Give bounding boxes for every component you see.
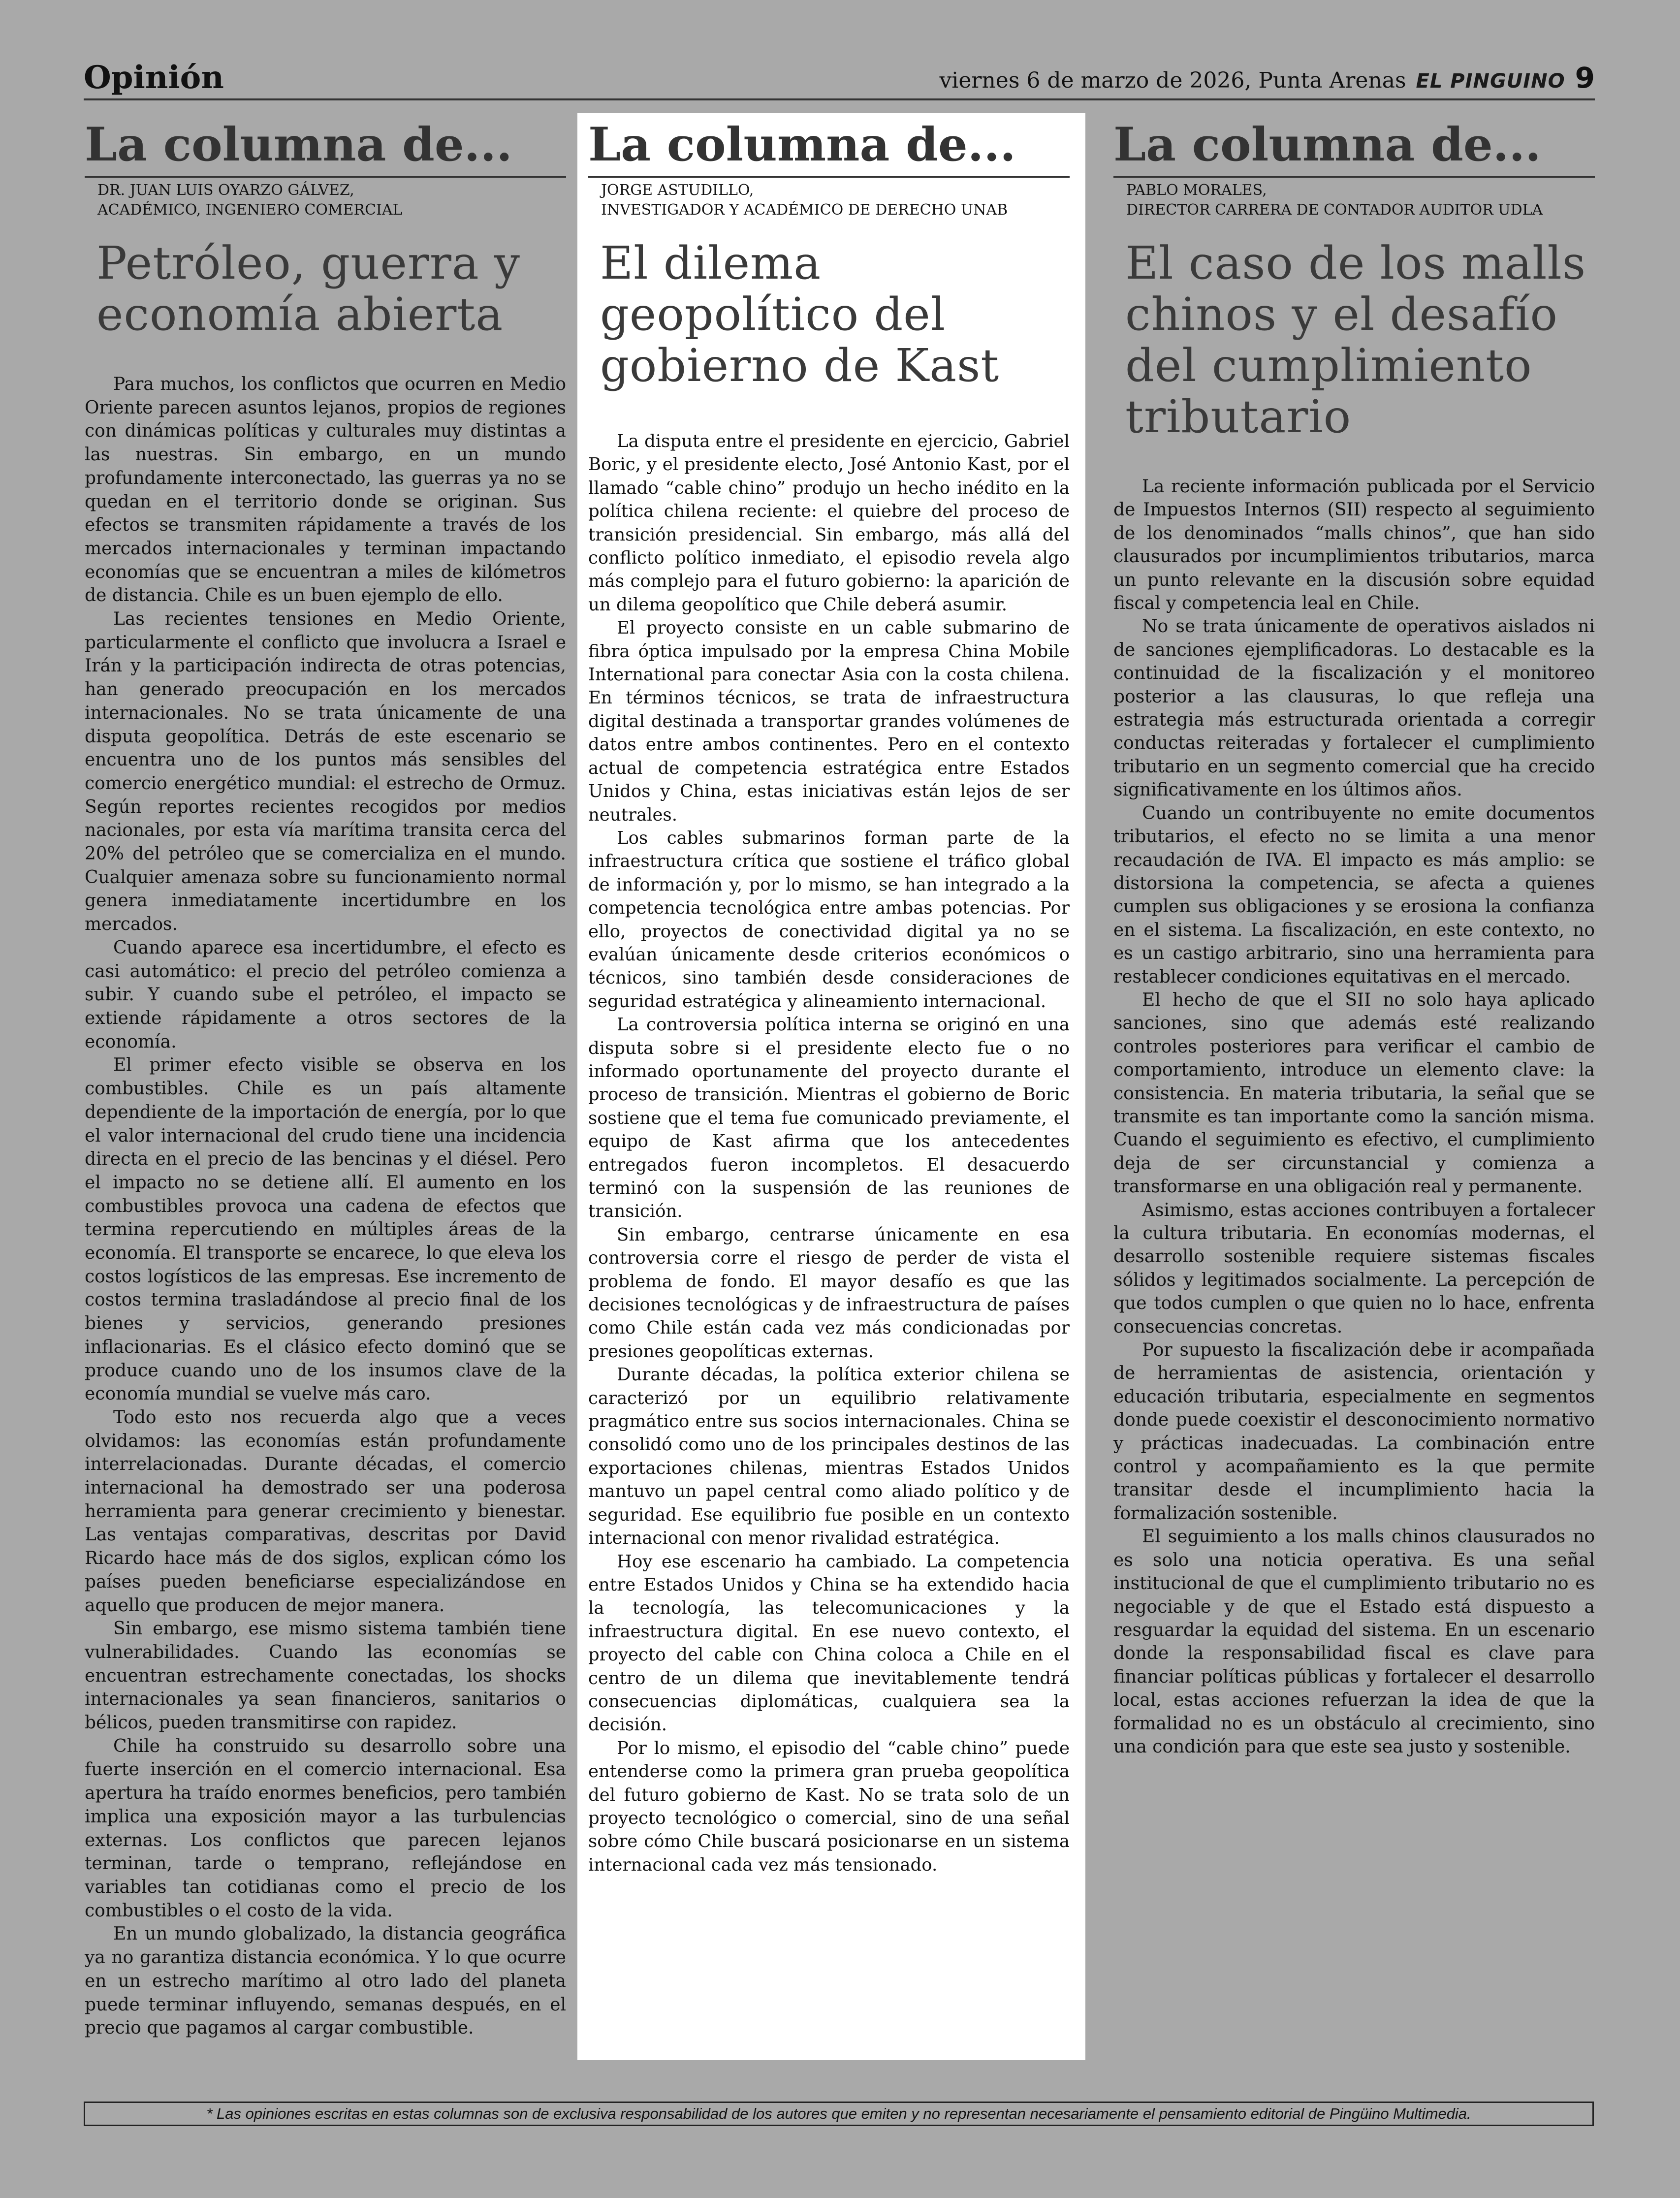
page-header <box>84 58 1595 100</box>
paragraph: No se trata únicamente de operativos aislados ni de sanciones ejemplificadoras. Lo destacable es la continuidad de la fiscalización y el monitoreo posterior a las clausuras, lo que refleja una estrategia más estructurada orientada a corregir conductas reiteradas y fortalecer el cumplimiento tributario en un segmento comercial que ha crecido significativamente en los últimos años. <box>1113 616 1595 800</box>
column-author <box>97 181 566 220</box>
paragraph: La controversia política interna se originó en una disputa sobre si el presidente electo fue o no informado oportunamente del proyecto durante el proceso de transición. Mientras el gobierno de Boric sostiene que el tema fue comunicado previamente, el equipo de Kast afirma que los antecedentes entregados fueron incompletos. El desacuerdo terminó con la suspensión de las reuniones de transición. <box>588 1015 1070 1222</box>
paragraph: Durante décadas, la política exterior chilena se caracterizó por un equilibrio relativamente pragmático entre sus socios internacionales. China se consolidó como uno de los principales destinos de las exportaciones chilenas, mientras Estados Unidos mantuvo un papel central como aliado político y de seguridad. Ese equilibrio fue posible en un contexto internacional con menor rivalidad estratégica. <box>588 1365 1070 1549</box>
column-headline: El dilema geopolítico del gobierno de Kast <box>600 237 1000 392</box>
paragraph: Chile ha construido su desarrollo sobre una fuerte inserción en el comercio internacional. Esa apertura ha traído enormes beneficios, pero también implica una exposición mayor a las turbulencias externas. Los conflictos que parecen lejanos terminan, tarde o temprano, reflejándose en variables tan cotidianas como el precio de los combustibles o el costo de la vida. <box>85 1736 566 1921</box>
paragraph: Las recientes tensiones en Medio Oriente, particularmente el conflicto que involucra a Israel e Irán y la participación indirecta de otras potencias, han generado preocupación en los mercados internacionales. No se trata únicamente de una disputa geopolítica. Detrás de este escenario se encuentra uno de los puntos más sensibles del comercio energético mundial: el estrecho de Ormuz. Según reportes recientes recogidos por medios nacionales, por esta vía marítima transita cerca del 20% del petróleo que se comercializa en el mundo. Cualquier amenaza sobre su funcionamiento normal genera inmediatamente incertidumbre en los mercados. <box>85 609 566 935</box>
paragraph: Por supuesto la fiscalización debe ir acompañada de herramientas de asistencia, orientación y educación tributaria, especialmente en segmentos donde puede coexistir el desconocimiento normativo y prácticas inadecuadas. La combinación entre control y acompañamiento es la que permite transitar desde el incumplimiento hacia la formalización sostenible. <box>1113 1340 1595 1524</box>
paragraph: Sin embargo, centrarse únicamente en esa controversia corre el riesgo de perder de vista el problema de fondo. El mayor desafío es que las decisiones tecnológicas y de infraestructura de países como Chile están cada vez más condicionadas por presiones geopolíticas externas. <box>588 1224 1070 1362</box>
header-meta <box>939 63 1595 96</box>
section-title: Opinión <box>84 59 224 96</box>
paragraph: La disputa entre el presidente en ejercicio, Gabriel Boric, y el presidente electo, José Antonio Kast, por el llamado “cable chino” produjo un hecho inédito en la política chilena reciente: el quiebre del proceso de transición presidencial. Sin embargo, más allá del conflicto político inmediato, el episodio revela algo más complejo para el futuro gobierno: la aparición de un dilema geopolítico que Chile deberá asumir. <box>588 431 1070 615</box>
author-title: INVESTIGADOR Y ACADÉMICO DE DERECHO UNAB <box>601 201 1008 219</box>
paragraph: Asimismo, estas acciones contribuyen a fortalecer la cultura tributaria. En economías modernas, el desarrollo sostenible requiere sistemas fiscales sólidos y legitimados socialmente. La percepción de que todos cumplen o que quien no lo hace, enfrenta consecuencias concretas. <box>1113 1200 1595 1337</box>
newspaper-logo: EL PINGUINO <box>1416 70 1565 93</box>
paragraph: El hecho de que el SII no solo haya aplicado sanciones, sino que además esté realizando controles posteriores para verificar el cambio de comportamiento, introduce un elemento clave: la consistencia. En materia tributaria, la señal que se transmite es tan importante como la sanción misma. Cuando el seguimiento es efectivo, el cumplimiento deja de ser circunstancial y comienza a transformarse en una obligación real y permanente. <box>1113 989 1595 1197</box>
column-kicker: La columna de... <box>85 116 566 178</box>
page-number: 9 <box>1575 61 1595 95</box>
author-title: ACADÉMICO, INGENIERO COMERCIAL <box>97 201 403 219</box>
paragraph: El proyecto consiste en un cable submarino de fibra óptica impulsado por la empresa China Mobile International para conectar Asia con la costa chilena. En términos técnicos, se trata de infraestructura digital destinada a transportar grandes volúmenes de datos entre ambos continentes. Pero en el contexto actual de competencia estratégica entre Estados Unidos y China, estas iniciativas están lejos de ser neutrales. <box>588 618 1070 825</box>
disclaimer: * Las opiniones escritas en estas columnas son de exclusiva responsabilidad de los autores que emiten y no representan necesariamente el pensamiento editorial de Pingüino Multimedia. <box>84 2102 1594 2126</box>
paragraph: Sin embargo, ese mismo sistema también tiene vulnerabilidades. Cuando las economías se encuentran estrechamente conectadas, los shocks internacionales ya sean financieros, sanitarios o bélicos, pueden transmitirse con rapidez. <box>85 1619 566 1733</box>
column-body <box>1113 475 1595 1758</box>
paragraph: El seguimiento a los malls chinos clausurados no es solo una noticia operativa. Es una señal institucional de que el cumplimiento tributario no es negociable y de que el Estado está dispuesto a resguardar la equidad del sistema. En un escenario donde la responsabilidad fiscal es clave para financiar políticas públicas y fortalecer el desarrollo local, estas acciones refuerzan la idea de que la formalidad no es un obstáculo al crecimiento, sino una condición para que este sea justo y sostenible. <box>1113 1527 1595 1757</box>
column-3 <box>1113 116 1595 1758</box>
author-title: DIRECTOR CARRERA DE CONTADOR AUDITOR UDLA <box>1126 201 1543 219</box>
column-author <box>1126 181 1595 220</box>
column-headline: Petróleo, guerra y economía abierta <box>96 237 520 341</box>
column-kicker: La columna de... <box>1113 116 1595 178</box>
paragraph: Los cables submarinos forman parte de la infraestructura crítica que sostiene el tráfico global de información y, por lo mismo, se han integrado a la competencia tecnológica entre ambas potencias. Por ello, proyectos de conectividad digital ya no se evalúan únicamente desde criterios económicos o técnicos, sino también desde consideraciones de seguridad estratégica y alineamiento internacional. <box>588 828 1070 1012</box>
paragraph: En un mundo globalizado, la distancia geográfica ya no garantiza distancia económica. Y lo que ocurre en un estrecho marítimo al otro lado del planeta puede terminar influyendo, semanas después, en el precio que pagamos al cargar combustible. <box>85 1924 566 2039</box>
paragraph: Por lo mismo, el episodio del “cable chino” puede entenderse como la primera gran prueba geopolítica del futuro gobierno de Kast. No se trata solo de un proyecto tecnológico o comercial, sino de una señal sobre cómo Chile buscará posicionarse en un sistema internacional cada vez más tensionado. <box>588 1738 1070 1875</box>
column-1 <box>85 116 566 2040</box>
author-name: PABLO MORALES, <box>1126 182 1267 199</box>
column-headline: El caso de los malls chinos y el desafío del cumplimiento tributario <box>1125 237 1586 443</box>
column-author <box>601 181 1070 220</box>
column-body <box>85 373 566 2040</box>
column-kicker: La columna de... <box>588 116 1070 178</box>
paragraph: Cuando un contribuyente no emite documentos tributarios, el efecto no se limita a una menor recaudación de IVA. El impacto es más amplio: se distorsiona la competencia, se afecta a quienes cumplen sus obligaciones y se erosiona la confianza en el sistema. La fiscalización, en este contexto, no es un castigo arbitrario, sino una herramienta para restablecer condiciones equitativas en el mercado. <box>1113 803 1595 987</box>
paragraph: El primer efecto visible se observa en los combustibles. Chile es un país altamente dependiente de la importación de energía, por lo que el valor internacional del crudo tiene una incidencia directa en el precio de las bencinas y el diésel. Pero el impacto no se detiene allí. El aumento en los combustibles provoca una cadena de efectos que termina repercutiendo en múltiples áreas de la economía. El transporte se encarece, lo que eleva los costos logísticos de las empresas. Ese incremento de costos termina trasladándose al precio final de los bienes y servicios, generando presiones inflacionarias. Es el clásico efecto dominó que se produce cuando uno de los insumos clave de la economía mundial se vuelve más caro. <box>85 1055 566 1404</box>
author-name: JORGE ASTUDILLO, <box>601 182 754 199</box>
paragraph: Todo esto nos recuerda algo que a veces olvidamos: las economías están profundamente interrelacionadas. Durante décadas, el comercio internacional ha demostrado ser una poderosa herramienta para generar crecimiento y bienestar. Las ventajas comparativas, descritas por David Ricardo hace más de dos siglos, explican cómo los países pueden beneficiarse especializándose en aquello que producen de mejor manera. <box>85 1407 566 1616</box>
paragraph: Para muchos, los conflictos que ocurren en Medio Oriente parecen asuntos lejanos, propios de regiones con dinámicas políticas y culturales muy distintas a las nuestras. Sin embargo, en un mundo profundamente interconectado, las guerras ya no se quedan en el territorio donde se originan. Sus efectos se transmiten rápidamente a través de los mercados internacionales y terminan impactando economías que se encuentran a miles de kilómetros de distancia. Chile es un buen ejemplo de ello. <box>85 374 566 606</box>
paragraph: Cuando aparece esa incertidumbre, el efecto es casi automático: el precio del petróleo comienza a subir. Y cuando sube el petróleo, el impacto se extiende rápidamente a otros sectores de la economía. <box>85 937 566 1052</box>
column-body <box>588 430 1070 1877</box>
paragraph: Hoy ese escenario ha cambiado. La competencia entre Estados Unidos y China se ha extendido hacia la tecnología, las telecomunicaciones y la infraestructura digital. En ese nuevo contexto, el proyecto del cable con China coloca a Chile en el centro de un dilema que inevitablemente tendrá consecuencias diplomáticas, cualquiera sea la decisión. <box>588 1551 1070 1735</box>
author-name: DR. JUAN LUIS OYARZO GÁLVEZ, <box>97 182 354 199</box>
date-place: viernes 6 de marzo de 2026, Punta Arenas <box>939 68 1406 93</box>
column-2 <box>588 116 1070 1877</box>
paragraph: La reciente información publicada por el Servicio de Impuestos Internos (SII) respecto al seguimiento de los denominados “malls chinos”, que han sido clausurados por incumplimientos tributarios, marca un punto relevante en la discusión sobre equidad fiscal y competencia leal en Chile. <box>1113 477 1595 614</box>
